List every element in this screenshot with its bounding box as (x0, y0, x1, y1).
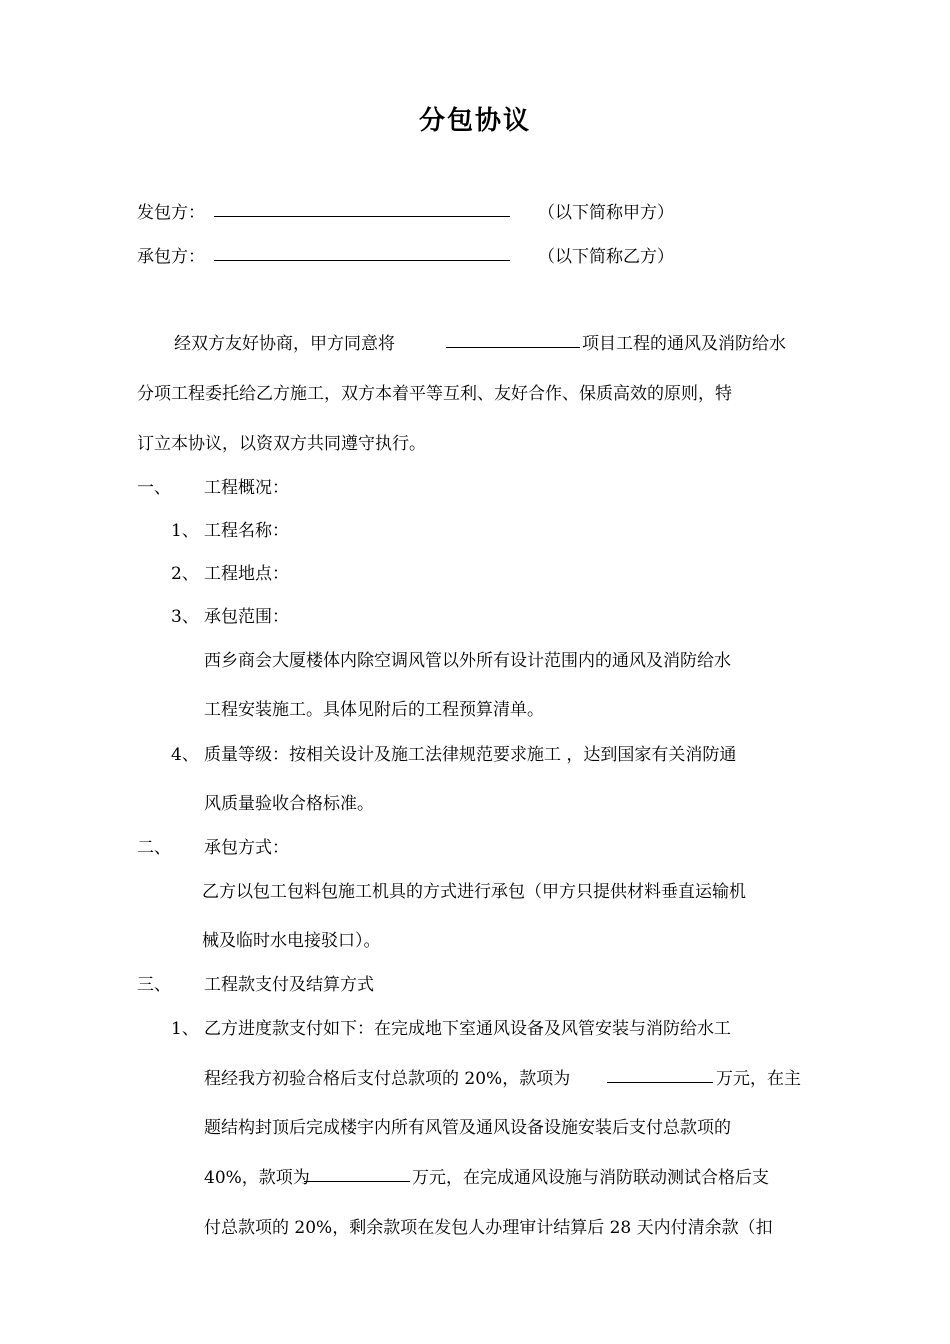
quality-line-1: 质量等级：按相关设计及施工法律规范要求施工 ，达到国家有关消防通 (204, 745, 737, 765)
intro-line-1b: 项目工程的通风及消防给水 (582, 334, 786, 354)
section-2-number: 二、 (137, 838, 171, 858)
payment-line-3: 题结构封顶后完成楼宇内所有风管及通风设备设施安装后支付总款项的 (204, 1118, 731, 1138)
payment-line-1: 乙方进度款支付如下：在完成地下室通风设备及风管安装与消防给水工 (204, 1019, 731, 1039)
quality-line-2: 风质量验收合格标准。 (204, 794, 374, 814)
intro-line-3: 订立本协议，以资双方共同遵守执行。 (137, 434, 426, 454)
project-name-blank[interactable] (446, 329, 580, 348)
payment-line-4a: 40%，款项为 (204, 1168, 310, 1188)
section-2-heading: 承包方式： (204, 838, 289, 858)
payment-line-4b: 万元，在完成通风设施与消防联动测试合格后支 (412, 1168, 769, 1188)
scope-line-2: 工程安装施工。具体见附后的工程预算清单。 (204, 700, 544, 720)
section-1-heading: 工程概况： (204, 478, 289, 498)
item-4-number: 4、 (171, 745, 199, 765)
section-3-number: 三、 (137, 975, 171, 995)
contract-mode-line-2: 械及临时水电接驳口）。 (202, 931, 381, 951)
section-1-number: 一、 (137, 478, 171, 498)
item-3-number: 3、 (171, 607, 199, 627)
amount-blank-1[interactable] (607, 1064, 713, 1083)
party-a-label: 发包方： (137, 203, 205, 223)
party-b-blank[interactable] (214, 242, 510, 261)
intro-line-1a: 经双方友好协商，甲方同意将 (174, 334, 395, 354)
payment-line-5: 付总款项的 20%，剩余款项在发包人办理审计结算后 28 天内付清余款（扣 (204, 1218, 773, 1238)
item-project-name: 工程名称： (204, 521, 289, 541)
item-scope: 承包范围： (204, 607, 289, 627)
contract-mode-line-1: 乙方以包工包料包施工机具的方式进行承包（甲方只提供材料垂直运输机 (202, 882, 746, 902)
payment-item-1-number: 1、 (171, 1019, 199, 1039)
intro-line-2: 分项工程委托给乙方施工，双方本着平等互利、友好合作、保质高效的原则，特 (137, 384, 732, 404)
party-b-label: 承包方： (137, 247, 205, 267)
item-2-number: 2、 (171, 564, 199, 584)
party-b-note: （以下简称乙方） (538, 247, 674, 267)
payment-line-2a: 程经我方初验合格后支付总款项的 20%，款项为 (204, 1069, 571, 1089)
amount-blank-2[interactable] (304, 1163, 410, 1182)
payment-line-2b: 万元，在主 (716, 1069, 801, 1089)
item-1-number: 1、 (171, 521, 199, 541)
section-3-heading: 工程款支付及结算方式 (204, 975, 374, 995)
document-title: 分包协议 (418, 106, 531, 136)
party-a-blank[interactable] (214, 198, 510, 217)
party-a-note: （以下简称甲方） (538, 203, 674, 223)
item-project-location: 工程地点： (204, 564, 289, 584)
scope-line-1: 西乡商会大厦楼体内除空调风管以外所有设计范围内的通风及消防给水 (204, 651, 731, 671)
